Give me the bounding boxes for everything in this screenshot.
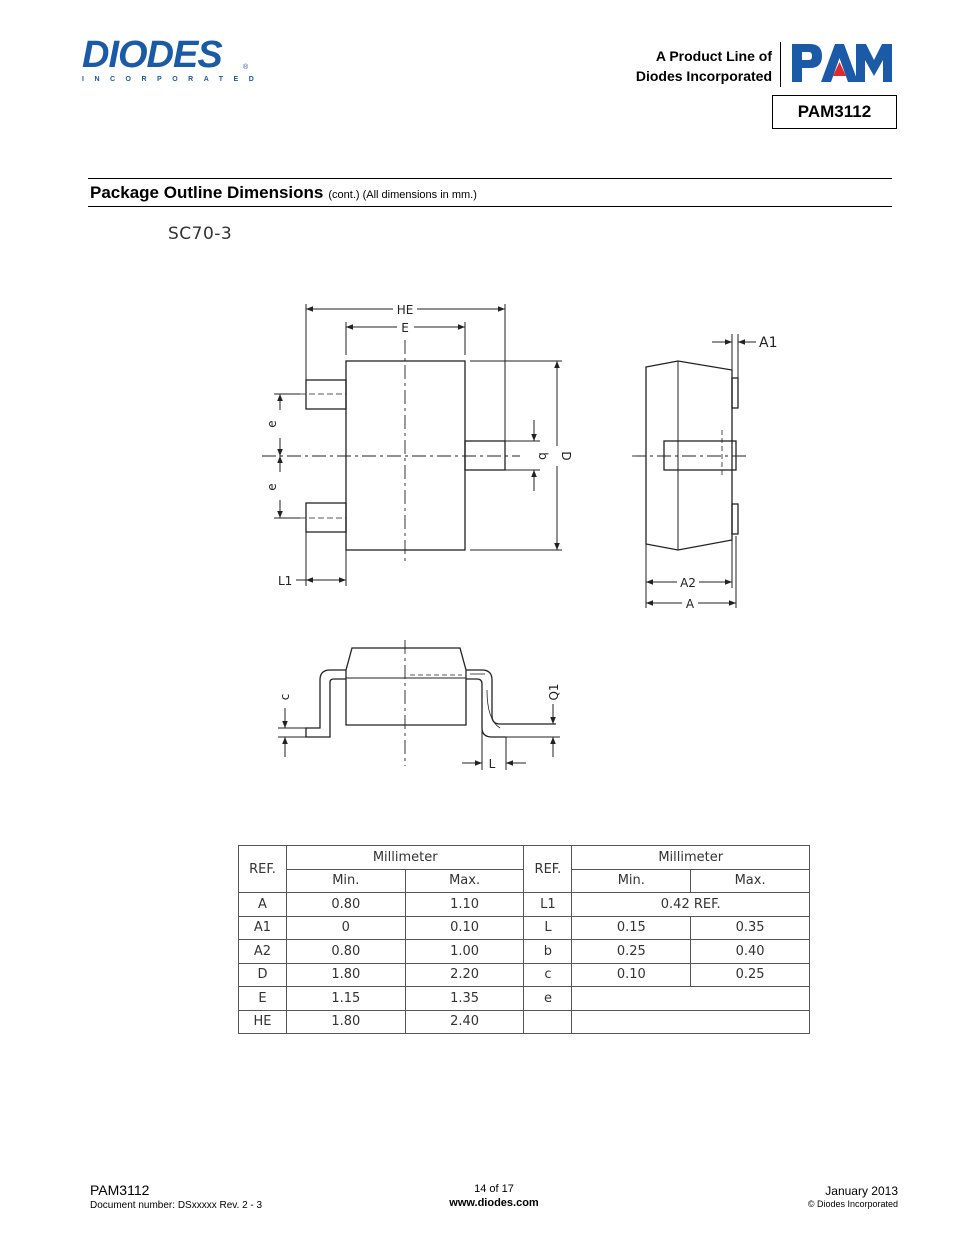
footer-copyright: © Diodes Incorporated — [807, 1199, 898, 1209]
section-note: (cont.) (All dimensions in mm.) — [328, 188, 477, 201]
front-view-lead-right — [466, 670, 556, 737]
table-row — [239, 1010, 810, 1034]
max-header: Max. — [405, 869, 524, 893]
table-cell: 1.35 — [405, 987, 524, 1011]
table-cell: A1 — [239, 916, 287, 940]
top-view-lead-1 — [306, 380, 346, 409]
table-cell: 0 — [286, 916, 405, 940]
side-view-lead-mid — [664, 441, 736, 470]
millimeter-header: Millimeter — [286, 846, 524, 870]
table-cell: c — [524, 963, 572, 987]
footer-doc-number: Document number: DSxxxxx Rev. 2 - 3 — [90, 1200, 263, 1211]
table-cell: 0.42 REF. — [572, 893, 810, 917]
table-cell: 0.10 — [405, 916, 524, 940]
table-cell — [572, 1010, 810, 1034]
millimeter-header: Millimeter — [572, 846, 810, 870]
table-row — [239, 940, 810, 964]
dim-label-A: A — [685, 597, 695, 611]
footer-center — [394, 1182, 594, 1210]
table-cell: 2.20 — [405, 963, 524, 987]
min-header: Min. — [286, 869, 405, 893]
side-view-lead-top — [732, 378, 738, 408]
diodes-logo-word: DIODES — [82, 34, 222, 76]
table-cell: L1 — [524, 893, 572, 917]
table-cell: A — [239, 893, 287, 917]
table-cell: 0.15 — [572, 916, 691, 940]
dim-label-Q1: Q1 — [547, 683, 561, 701]
top-view-body — [346, 361, 465, 550]
table-cell: 0.10 — [572, 963, 691, 987]
min-header: Min. — [572, 869, 691, 893]
table-cell: 1.15 — [286, 987, 405, 1011]
dim-label-HE: HE — [396, 303, 414, 317]
dim-label-L: L — [488, 757, 496, 771]
table-cell: e — [524, 987, 572, 1011]
table-cell: HE — [239, 1010, 287, 1034]
table-cell: 0.35 — [691, 916, 810, 940]
table-cell: L — [524, 916, 572, 940]
table-cell: 0.80 — [286, 940, 405, 964]
table-cell: 0.40 — [691, 940, 810, 964]
footer-date: January 2013 — [825, 1184, 898, 1198]
dim-label-e-bottom: e — [265, 483, 279, 491]
table-row — [239, 987, 810, 1011]
table-cell: 1.00 — [405, 940, 524, 964]
table-cell — [524, 1010, 572, 1034]
page-number: 14 of 17 — [474, 1183, 514, 1195]
table-cell: 2.40 — [405, 1010, 524, 1034]
footer-url-link[interactable]: www.diodes.com — [449, 1197, 539, 1209]
side-view-body — [646, 361, 732, 550]
dimensions-table — [238, 845, 810, 1034]
registered-mark: ® — [243, 64, 249, 71]
ref-header: REF. — [524, 846, 572, 893]
dim-label-L1: L1 — [278, 574, 293, 588]
package-name: SC70-3 — [168, 224, 233, 244]
table-cell: 0.80 — [286, 893, 405, 917]
table-cell: 1.80 — [286, 1010, 405, 1034]
max-header: Max. — [691, 869, 810, 893]
dim-label-A2: A2 — [680, 576, 696, 590]
footer-part-number: PAM3112 — [90, 1182, 150, 1198]
dim-label-A1: A1 — [759, 335, 778, 351]
table-cell: E — [239, 987, 287, 1011]
top-view-lead-2 — [306, 503, 346, 532]
side-view-lead-bottom — [732, 504, 738, 534]
table-cell: D — [239, 963, 287, 987]
product-line-2: Diodes Incorporated — [635, 68, 772, 84]
part-number-box: PAM3112 — [772, 95, 897, 129]
footer-right — [808, 1184, 898, 1210]
diodes-logo-sub: INCORPORATED — [82, 76, 265, 83]
dim-label-e-top: e — [265, 420, 279, 428]
table-cell: A2 — [239, 940, 287, 964]
table-cell: 0.25 — [691, 963, 810, 987]
table-cell: 0.25 — [572, 940, 691, 964]
front-view-body — [346, 648, 466, 725]
table-cell: 1.10 — [405, 893, 524, 917]
footer-left — [90, 1182, 262, 1211]
table-cell — [572, 987, 810, 1011]
front-view-lead-left — [306, 670, 346, 737]
ref-header: REF. — [239, 846, 287, 893]
dim-label-E: E — [401, 321, 409, 335]
table-row — [239, 963, 810, 987]
dim-label-D: D — [559, 451, 573, 461]
top-view-lead-3 — [465, 441, 505, 470]
table-row — [239, 893, 810, 917]
section-title: Package Outline Dimensions — [90, 182, 324, 202]
dim-label-b: b — [536, 452, 550, 460]
dim-label-c: c — [278, 693, 292, 701]
product-line-1: A Product Line of — [655, 48, 772, 64]
table-row — [239, 916, 810, 940]
table-cell: b — [524, 940, 572, 964]
table-cell: 1.80 — [286, 963, 405, 987]
